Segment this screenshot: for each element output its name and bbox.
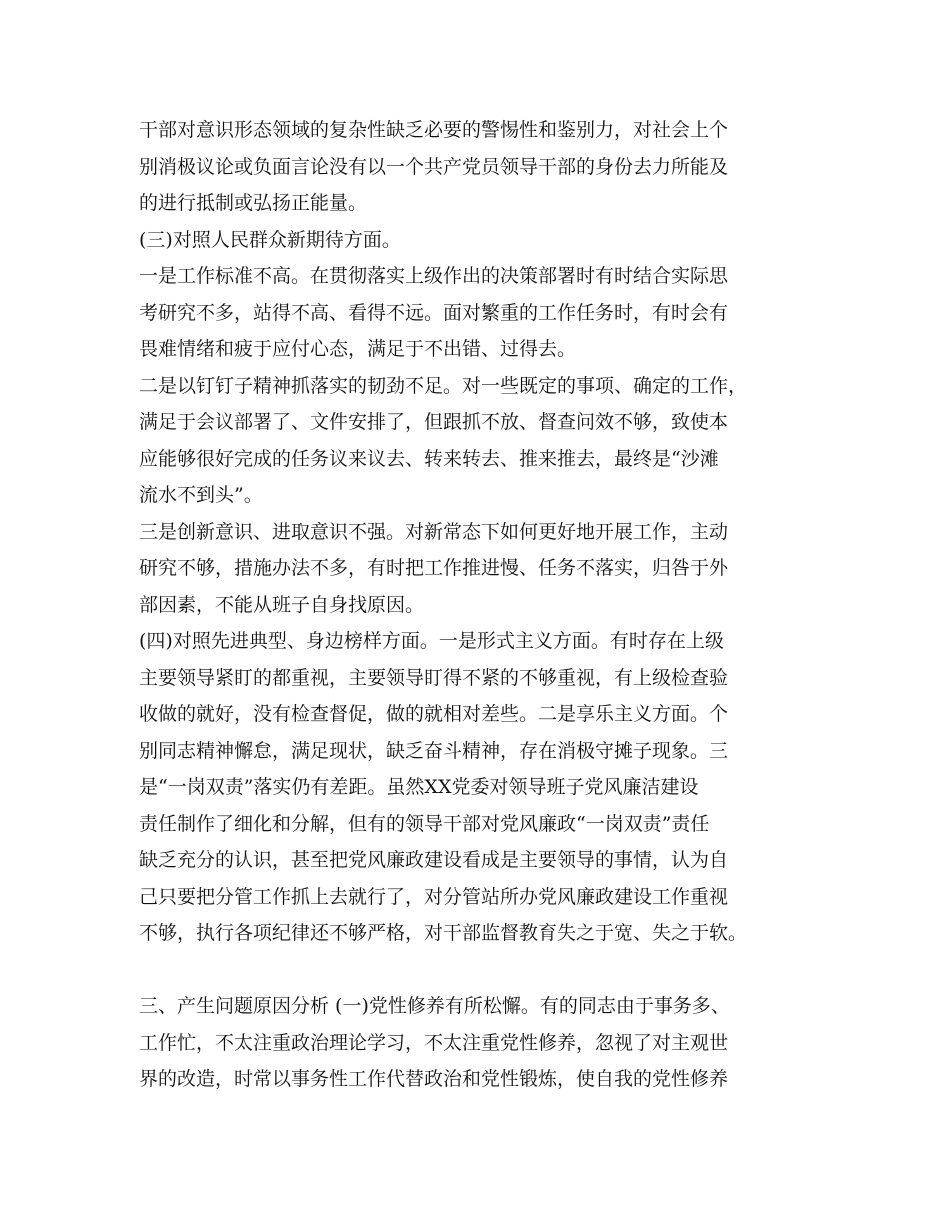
text-line: 三、产生问题原因分析 (一)党性修养有所松懈。有的同志由于事务多、 bbox=[139, 995, 730, 1017]
text-line: 不够，执行各项纪律还不够严格，对干部监督教育失之于宽、失之于软。 bbox=[139, 922, 748, 944]
text-line: 研究不够，措施办法不多，有时把工作推进慢、任务不落实，归咎于外 bbox=[139, 557, 729, 579]
document-body bbox=[139, 112, 839, 1098]
section-heading-3 bbox=[139, 222, 839, 259]
text-line: 应能够很好完成的任务议来议去、转来转去、推来推去，最终是“沙滩 bbox=[139, 447, 719, 470]
text-line: 责任制作了细化和分解，但有的领导干部对党风廉政“一岗双责”责任 bbox=[139, 812, 710, 835]
text-line: 别同志精神懈怠，满足现状，缺乏奋斗精神，存在消极守摊子现象。三 bbox=[139, 739, 729, 762]
text-line: 畏难情绪和疲于应付心态，满足于不出错、过得去。 bbox=[139, 338, 577, 360]
text-line: (三)对照人民群众新期待方面。 bbox=[139, 228, 401, 251]
text-line: 满足于会议部署了、文件安排了，但跟抓不放、督查问效不够，致使本 bbox=[139, 411, 729, 433]
text-line: 的进行抵制或弘扬正能量。 bbox=[139, 192, 368, 214]
paragraph-implementation bbox=[139, 368, 839, 514]
text-line: 一是工作标准不高。在贯彻落实上级作出的决策部署时有时结合实际思 bbox=[139, 265, 729, 287]
text-line: 工作忙，不太注重政治理论学习，不太注重党性修养，忽视了对主观世 bbox=[139, 1031, 729, 1054]
text-line: 二是以钉钉子精神抓落实的韧劲不足。对一些既定的事项、确定的工作， bbox=[139, 374, 748, 397]
text-line: 缺乏充分的认识，甚至把党风廉政建设看成是主要领导的事情，认为自 bbox=[139, 849, 729, 871]
text-line: 流水不到头”。 bbox=[139, 484, 263, 506]
text-line: 别消极议论或负面言论没有以一个共产党员领导干部的身份去力所能及 bbox=[139, 155, 729, 178]
paragraph-spacer bbox=[139, 952, 839, 989]
text-line: 部因素，不能从班子自身找原因。 bbox=[139, 593, 425, 616]
paragraph-role-models bbox=[139, 623, 839, 952]
paragraph-innovation bbox=[139, 514, 839, 624]
paragraph-cause-analysis bbox=[139, 988, 839, 1098]
text-line: (四)对照先进典型、身边榜样方面。一是形式主义方面。有时存在上级 bbox=[139, 630, 724, 652]
text-line: 三是创新意识、进取意识不强。对新常态下如何更好地开展工作，主动 bbox=[139, 520, 729, 543]
text-line: 干部对意识形态领域的复杂性缺乏必要的警惕性和鉴别力，对社会上个 bbox=[139, 119, 729, 141]
text-line: 考研究不多，站得不高、看得不远。面对繁重的工作任务时，有时会有 bbox=[139, 301, 729, 324]
text-line: 收做的就好，没有检查督促，做的就相对差些。二是享乐主义方面。个 bbox=[139, 703, 729, 725]
text-line: 主要领导紧盯的都重视，主要领导盯得不紧的不够重视，有上级检查验 bbox=[139, 666, 729, 689]
paragraph-work-standard bbox=[139, 258, 839, 368]
text-line: 界的改造，时常以事务性工作代替政治和党性锻炼，使自我的党性修养 bbox=[139, 1068, 729, 1090]
text-line: 是“一岗双责”落实仍有差距。虽然XX党委对领导班子党风廉洁建设 bbox=[139, 776, 699, 798]
paragraph-ideology bbox=[139, 112, 839, 222]
text-line: 己只要把分管工作抓上去就行了，对分管站所办党风廉政建设工作重视 bbox=[139, 885, 729, 908]
